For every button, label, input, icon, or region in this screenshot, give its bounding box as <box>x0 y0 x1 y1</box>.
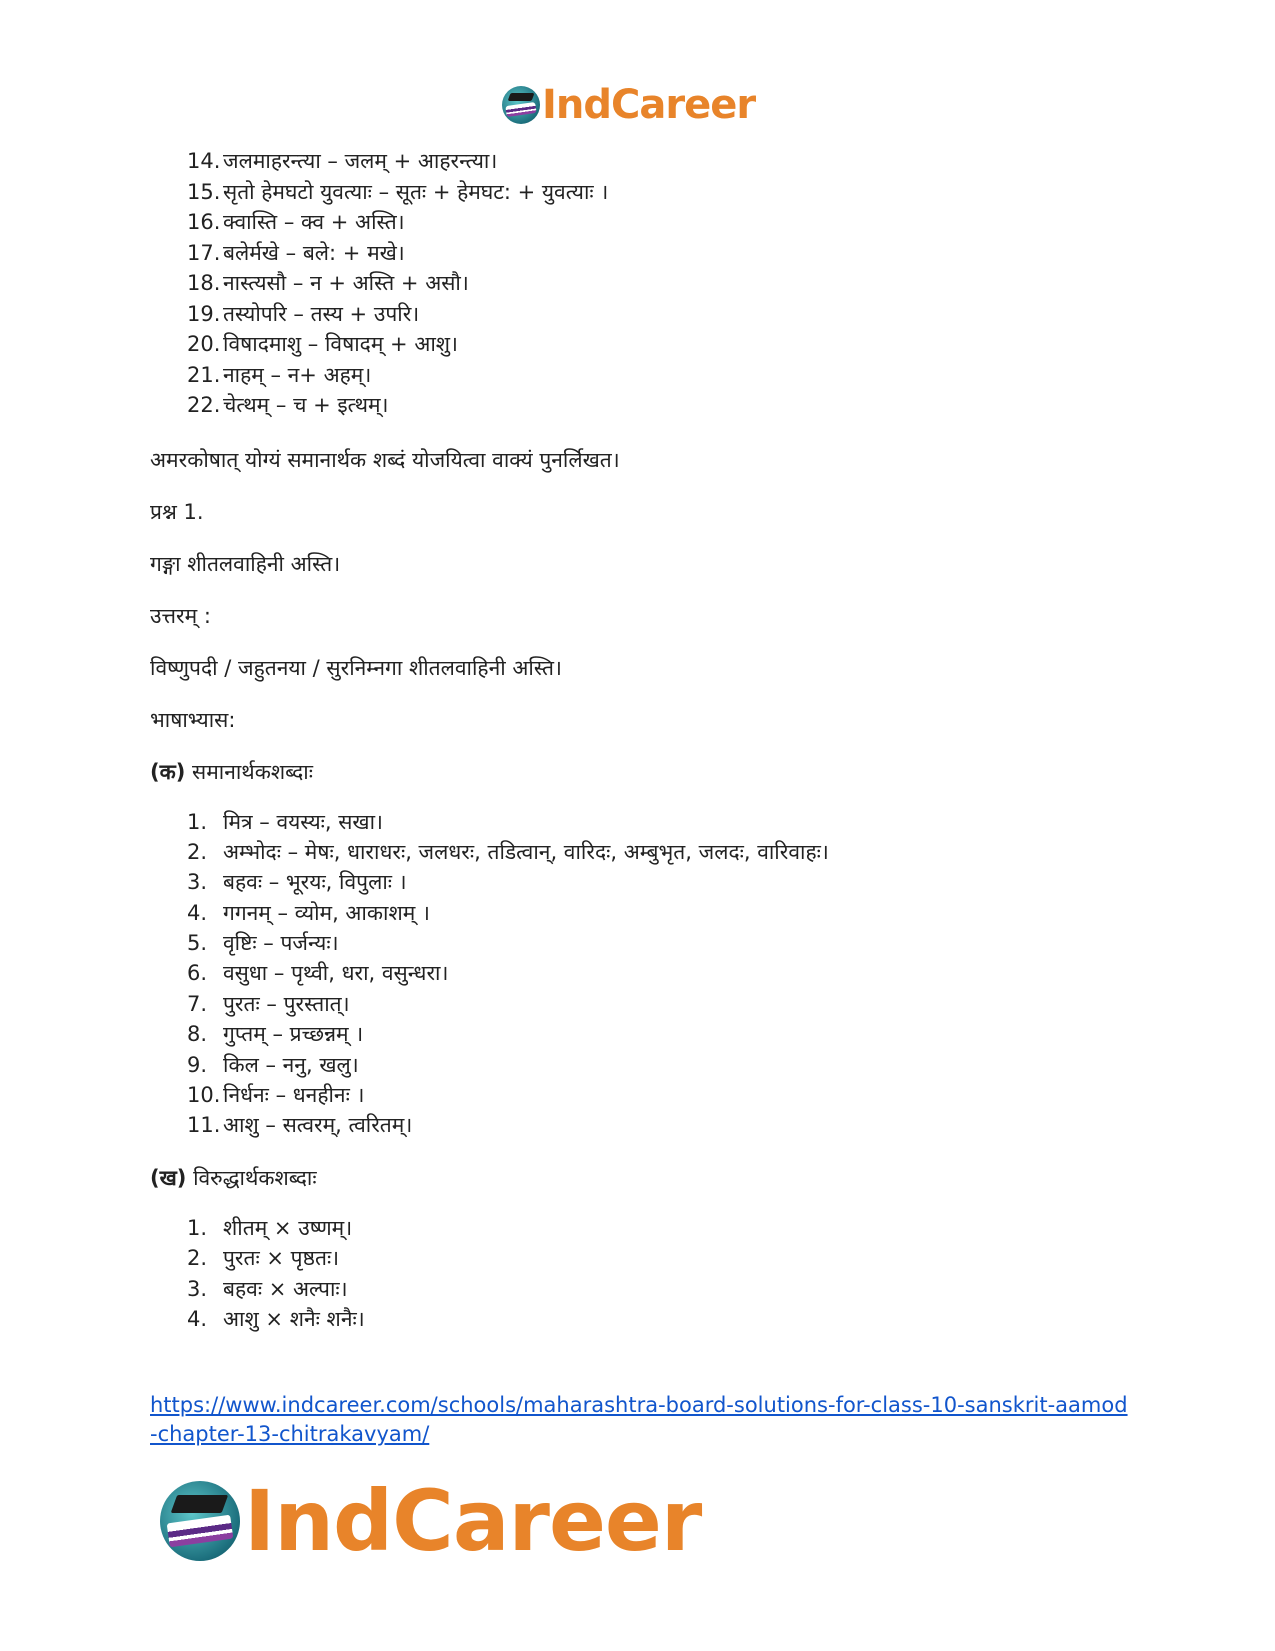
item-text: तस्योपरि – तस्य + उपरि। <box>223 301 420 326</box>
list-item <box>187 1213 1150 1243</box>
list-item <box>187 177 1150 208</box>
item-number: 1. <box>187 1215 208 1240</box>
list-item <box>187 390 1150 421</box>
list-item <box>187 928 1150 958</box>
list-item <box>187 360 1150 391</box>
header-logo <box>502 82 755 128</box>
sandhi-list <box>150 146 1150 421</box>
list-item <box>187 238 1150 269</box>
item-number: 5. <box>187 931 208 956</box>
item-text: क्वास्ति – क्व + अस्ति। <box>223 210 405 234</box>
item-number: 8. <box>187 1022 208 1047</box>
section-marker: (क) <box>150 759 186 784</box>
question-label: प्रश्न 1. <box>150 499 204 524</box>
list-item <box>187 958 1150 988</box>
item-number: 7. <box>187 991 208 1016</box>
list-item <box>187 1274 1150 1304</box>
list-item <box>187 1019 1150 1049</box>
answer-text: विष्णुपदी / जहुतनया / सुरनिम्नगा शीतलवाहिनी अस्ति। <box>150 655 562 680</box>
list-item <box>187 268 1150 299</box>
item-number: 11. <box>187 1113 221 1138</box>
exercise-heading: भाषाभ्यास: <box>150 707 236 732</box>
item-text: नाहम् – न+ अहम्। <box>223 362 372 387</box>
item-text: वृष्टिः – पर्जन्यः। <box>223 931 339 956</box>
item-text: अम्भोदः – मेषः, धाराधरः, जलधरः, तडित्वान्, वारिदः, अम्बुभृत, जलदः, वारिवाहः। <box>223 839 829 864</box>
list-item <box>187 837 1150 867</box>
item-text: पुरतः × पृष्ठतः। <box>223 1246 340 1271</box>
antonyms-list <box>150 1213 1150 1335</box>
header-logo-text: IndCareer <box>542 82 756 128</box>
list-item <box>187 1110 1150 1140</box>
footer-logo-text: IndCareer <box>244 1472 702 1570</box>
footer-logo <box>160 1472 701 1570</box>
item-number: 3. <box>187 1276 208 1301</box>
list-item <box>187 1080 1150 1110</box>
item-text: बहवः × अल्पाः। <box>223 1276 348 1301</box>
item-number: 9. <box>187 1052 208 1077</box>
item-number: 2. <box>187 839 208 864</box>
item-text: निर्धनः – धनहीनः । <box>223 1083 365 1108</box>
item-text: बहवः – भूरयः, विपुलाः । <box>223 870 407 895</box>
item-number: 3. <box>187 870 208 895</box>
item-text: वसुधा – पृथ्वी, धरा, वसुन्धरा। <box>223 961 449 986</box>
item-text: नास्त्यसौ – न + अस्ति + असौ। <box>223 271 469 295</box>
list-item <box>187 989 1150 1019</box>
item-number: 4. <box>187 1306 208 1331</box>
list-item <box>187 207 1150 238</box>
answer-label: उत्तरम् : <box>150 603 211 628</box>
item-text: मित्र – वयस्यः, सखा। <box>223 809 384 834</box>
graduation-book-icon <box>160 1481 240 1561</box>
list-item <box>187 329 1150 360</box>
synonyms-list <box>150 807 1150 1141</box>
item-text: गुप्तम् – प्रच्छन्नम् । <box>223 1022 364 1047</box>
item-number: 14. <box>187 149 221 173</box>
list-item <box>187 1050 1150 1080</box>
section-heading-kha <box>150 1163 1150 1193</box>
item-text: शीतम् × उष्णम्। <box>223 1215 353 1240</box>
section-marker: (ख) <box>150 1165 187 1190</box>
item-number: 17. <box>187 240 221 265</box>
list-item <box>187 1304 1150 1334</box>
item-number: 21. <box>187 362 221 387</box>
item-number: 6. <box>187 961 208 986</box>
list-item <box>187 867 1150 897</box>
instruction-text: अमरकोषात् योग्यं समानार्थक शब्दं योजयित्वा वाक्यं पुनर्लिखत। <box>150 447 620 472</box>
item-number: 4. <box>187 900 208 925</box>
item-number: 19. <box>187 301 221 326</box>
page-content <box>150 146 1150 1334</box>
item-text: आशु × शनैः शनैः। <box>223 1306 365 1331</box>
item-text: बलेर्मखे – बले: + मखे। <box>223 240 405 265</box>
section-title: विरुद्धार्थकशब्दाः <box>193 1165 317 1190</box>
source-link[interactable]: https://www.indcareer.com/schools/maharashtra-board-solutions-for-class-10-sanskrit-aamod-chapter-13-chitrakavyam/ <box>150 1393 1128 1446</box>
item-text: किल – ननु, खलु। <box>223 1052 359 1077</box>
list-item <box>187 898 1150 928</box>
list-item <box>187 299 1150 330</box>
item-number: 2. <box>187 1246 208 1271</box>
item-text: आशु – सत्वरम्, त्वरितम्। <box>223 1113 413 1138</box>
item-number: 15. <box>187 179 221 204</box>
section-title: समानार्थकशब्दाः <box>192 759 313 784</box>
item-text: पुरतः – पुरस्तात्। <box>223 991 350 1016</box>
section-heading-ka <box>150 757 1150 787</box>
item-text: जलमाहरन्त्या – जलम् + आहरन्त्या। <box>223 149 498 173</box>
list-item <box>187 146 1150 177</box>
item-text: चेत्थम् – च + इत्थम्। <box>223 393 389 417</box>
item-number: 16. <box>187 210 221 234</box>
question-text: गङ्गा शीतलवाहिनी अस्ति। <box>150 551 341 576</box>
item-number: 10. <box>187 1083 221 1108</box>
list-item <box>187 807 1150 837</box>
graduation-book-icon <box>502 86 540 124</box>
item-text: सृतो हेमघटो युवत्याः – सूतः + हेमघट: + युवत्याः । <box>223 179 609 204</box>
item-number: 18. <box>187 271 221 295</box>
item-number: 20. <box>187 332 221 356</box>
item-number: 22. <box>187 393 221 417</box>
item-number: 1. <box>187 809 208 834</box>
item-text: गगनम् – व्योम, आकाशम् । <box>223 900 430 925</box>
list-item <box>187 1243 1150 1273</box>
item-text: विषादमाशु – विषादम् + आशु। <box>223 332 459 356</box>
